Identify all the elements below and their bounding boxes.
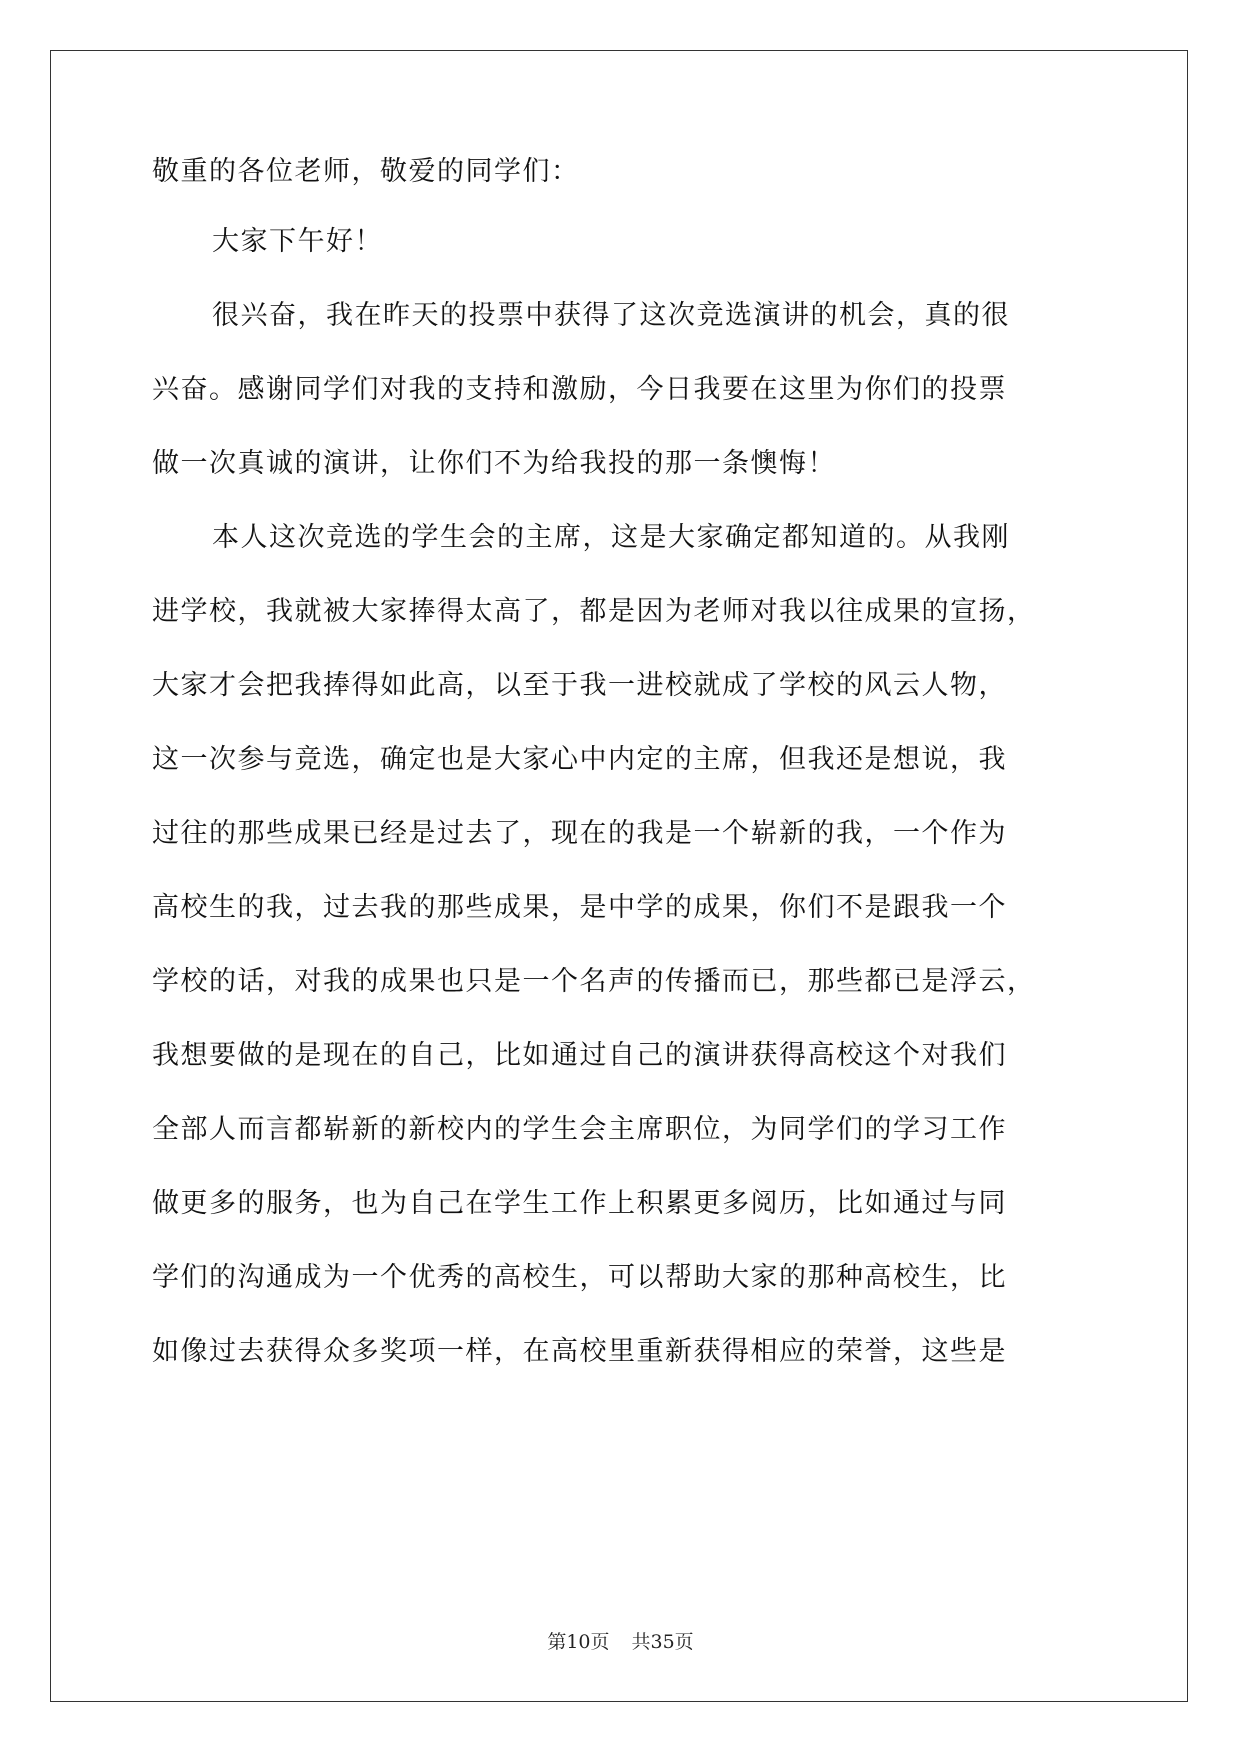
paragraph-line: 进学校，我就被大家捧得太高了，都是因为老师对我以往成果的宣扬， [152, 596, 1036, 627]
page-total: 共35页 [631, 1631, 694, 1653]
salutation-line: 敬重的各位老师，敬爱的同学们： [152, 156, 580, 187]
paragraph-line: 如像过去获得众多奖项一样，在高校里重新获得相应的荣誉，这些是 [152, 1336, 1007, 1367]
page-footer [0, 1630, 1241, 1654]
paragraph-line: 过往的那些成果已经是过去了，现在的我是一个崭新的我，一个作为 [152, 818, 1007, 849]
paragraph-line: 大家才会把我捧得如此高，以至于我一进校就成了学校的风云人物， [152, 670, 1007, 701]
paragraph-line: 很兴奋，我在昨天的投票中获得了这次竞选演讲的机会，真的很 [212, 300, 1010, 331]
paragraph-line: 全部人而言都崭新的新校内的学生会主席职位，为同学们的学习工作 [152, 1114, 1007, 1145]
paragraph-line: 学校的话，对我的成果也只是一个名声的传播而已，那些都已是浮云， [152, 966, 1036, 997]
paragraph-line: 兴奋。感谢同学们对我的支持和激励，今日我要在这里为你们的投票 [152, 374, 1007, 405]
paragraph-line: 做一次真诚的演讲，让你们不为给我投的那一条懊悔！ [152, 448, 836, 479]
paragraph-line: 学们的沟通成为一个优秀的高校生，可以帮助大家的那种高校生，比 [152, 1262, 1007, 1293]
page-number: 第10页 [547, 1631, 610, 1653]
greeting-line: 大家下午好！ [212, 226, 383, 257]
paragraph-line: 这一次参与竞选，确定也是大家心中内定的主席，但我还是想说，我 [152, 744, 1007, 775]
paragraph-line: 做更多的服务，也为自己在学生工作上积累更多阅历，比如通过与同 [152, 1188, 1007, 1219]
paragraph-line: 高校生的我，过去我的那些成果，是中学的成果，你们不是跟我一个 [152, 892, 1007, 923]
paragraph-line: 我想要做的是现在的自己，比如通过自己的演讲获得高校这个对我们 [152, 1040, 1007, 1071]
paragraph-line: 本人这次竞选的学生会的主席，这是大家确定都知道的。从我刚 [212, 522, 1010, 553]
